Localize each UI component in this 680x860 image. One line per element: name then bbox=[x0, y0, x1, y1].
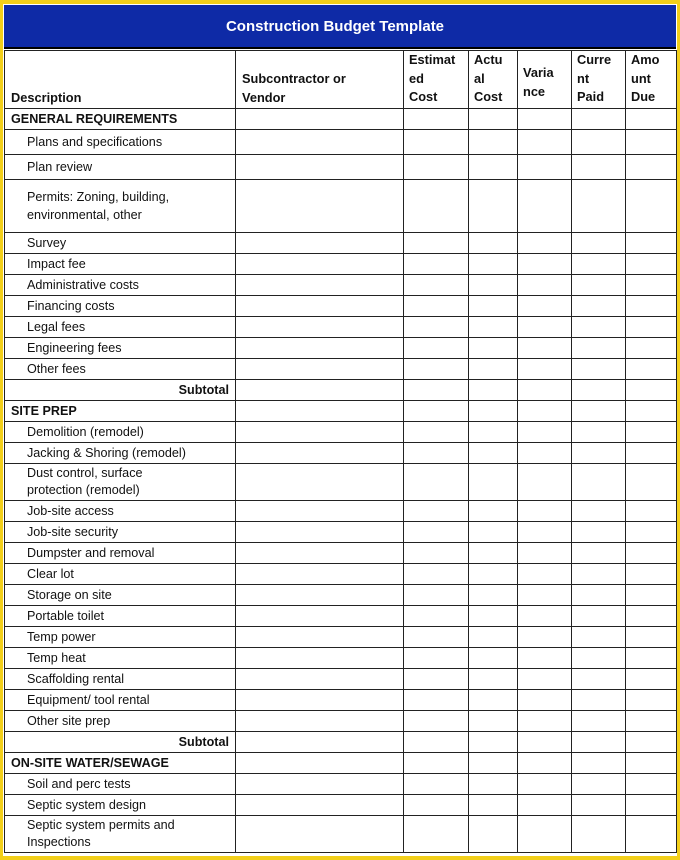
cell-variance[interactable] bbox=[518, 130, 572, 155]
cell-vendor[interactable] bbox=[236, 359, 404, 380]
cell-amount-due[interactable] bbox=[626, 690, 677, 711]
cell-estimated-cost[interactable] bbox=[404, 296, 469, 317]
cell-actual-cost[interactable] bbox=[469, 464, 518, 501]
line-item-row bbox=[5, 130, 677, 155]
cell-actual-cost[interactable] bbox=[469, 443, 518, 464]
sheet-title: Construction Budget Template bbox=[4, 5, 676, 49]
line-item-row bbox=[5, 711, 677, 732]
line-item-description: Plan review bbox=[5, 155, 236, 180]
cell-variance[interactable] bbox=[518, 711, 572, 732]
cell-amount-due[interactable] bbox=[626, 774, 677, 795]
cell-current-paid[interactable] bbox=[572, 233, 626, 254]
section-row bbox=[5, 109, 677, 130]
cell-amount-due[interactable] bbox=[626, 275, 677, 296]
line-item-row bbox=[5, 543, 677, 564]
section-heading: SITE PREP bbox=[5, 401, 236, 422]
cell-vendor[interactable] bbox=[236, 380, 404, 401]
cell-variance[interactable] bbox=[518, 501, 572, 522]
cell-current-paid[interactable] bbox=[572, 443, 626, 464]
cell-vendor[interactable] bbox=[236, 690, 404, 711]
cell-estimated-cost[interactable] bbox=[404, 585, 469, 606]
cell-vendor[interactable] bbox=[236, 109, 404, 130]
cell-estimated-cost[interactable] bbox=[404, 606, 469, 627]
cell-actual-cost[interactable] bbox=[469, 606, 518, 627]
line-item-row bbox=[5, 795, 677, 816]
line-item-description: Temp heat bbox=[5, 648, 236, 669]
line-item-description: Other fees bbox=[5, 359, 236, 380]
section-row bbox=[5, 753, 677, 774]
cell-estimated-cost[interactable] bbox=[404, 338, 469, 359]
line-item-row bbox=[5, 317, 677, 338]
line-item-row bbox=[5, 585, 677, 606]
line-item-row bbox=[5, 275, 677, 296]
cell-actual-cost[interactable] bbox=[469, 338, 518, 359]
line-item-row bbox=[5, 501, 677, 522]
cell-actual-cost[interactable] bbox=[469, 543, 518, 564]
cell-estimated-cost[interactable] bbox=[404, 711, 469, 732]
cell-actual-cost[interactable] bbox=[469, 233, 518, 254]
cell-current-paid[interactable] bbox=[572, 155, 626, 180]
line-item-description: Temp power bbox=[5, 627, 236, 648]
line-item-description: Soil and perc tests bbox=[5, 774, 236, 795]
cell-amount-due[interactable] bbox=[626, 585, 677, 606]
section-heading: ON-SITE WATER/SEWAGE bbox=[5, 753, 236, 774]
line-item-row bbox=[5, 627, 677, 648]
cell-vendor[interactable] bbox=[236, 338, 404, 359]
cell-vendor[interactable] bbox=[236, 543, 404, 564]
line-item-row bbox=[5, 359, 677, 380]
cell-variance[interactable] bbox=[518, 543, 572, 564]
cell-actual-cost[interactable] bbox=[469, 774, 518, 795]
cell-current-paid[interactable] bbox=[572, 180, 626, 233]
line-item-row bbox=[5, 522, 677, 543]
cell-variance[interactable] bbox=[518, 338, 572, 359]
line-item-description: Equipment/ tool rental bbox=[5, 690, 236, 711]
cell-vendor[interactable] bbox=[236, 296, 404, 317]
line-item-row bbox=[5, 774, 677, 795]
cell-variance[interactable] bbox=[518, 296, 572, 317]
cell-estimated-cost[interactable] bbox=[404, 648, 469, 669]
line-item-row bbox=[5, 564, 677, 585]
cell-current-paid[interactable] bbox=[572, 130, 626, 155]
cell-estimated-cost[interactable] bbox=[404, 155, 469, 180]
cell-current-paid[interactable] bbox=[572, 501, 626, 522]
cell-actual-cost[interactable] bbox=[469, 669, 518, 690]
line-item-description: Administrative costs bbox=[5, 275, 236, 296]
line-item-description: Other site prep bbox=[5, 711, 236, 732]
cell-estimated-cost[interactable] bbox=[404, 317, 469, 338]
cell-vendor[interactable] bbox=[236, 180, 404, 233]
cell-vendor[interactable] bbox=[236, 795, 404, 816]
cell-current-paid[interactable] bbox=[572, 254, 626, 275]
cell-amount-due[interactable] bbox=[626, 233, 677, 254]
cell-current-paid[interactable] bbox=[572, 275, 626, 296]
subtotal-label: Subtotal bbox=[5, 380, 236, 401]
column-header-amount-due: Amo unt Due bbox=[626, 51, 677, 109]
cell-vendor[interactable] bbox=[236, 233, 404, 254]
cell-actual-cost[interactable] bbox=[469, 795, 518, 816]
cell-current-paid[interactable] bbox=[572, 753, 626, 774]
cell-current-paid[interactable] bbox=[572, 380, 626, 401]
cell-estimated-cost[interactable] bbox=[404, 422, 469, 443]
cell-estimated-cost[interactable] bbox=[404, 732, 469, 753]
cell-actual-cost[interactable] bbox=[469, 317, 518, 338]
cell-vendor[interactable] bbox=[236, 648, 404, 669]
cell-current-paid[interactable] bbox=[572, 338, 626, 359]
cell-amount-due[interactable] bbox=[626, 109, 677, 130]
cell-amount-due[interactable] bbox=[626, 543, 677, 564]
cell-variance[interactable] bbox=[518, 690, 572, 711]
cell-current-paid[interactable] bbox=[572, 464, 626, 501]
cell-current-paid[interactable] bbox=[572, 522, 626, 543]
cell-variance[interactable] bbox=[518, 155, 572, 180]
line-item-description: Septic system permits and Inspections bbox=[5, 816, 236, 853]
column-header-current-paid: Curre nt Paid bbox=[572, 51, 626, 109]
cell-current-paid[interactable] bbox=[572, 606, 626, 627]
cell-vendor[interactable] bbox=[236, 464, 404, 501]
cell-variance[interactable] bbox=[518, 732, 572, 753]
cell-vendor[interactable] bbox=[236, 627, 404, 648]
cell-variance[interactable] bbox=[518, 317, 572, 338]
line-item-description: Legal fees bbox=[5, 317, 236, 338]
cell-current-paid[interactable] bbox=[572, 359, 626, 380]
cell-variance[interactable] bbox=[518, 669, 572, 690]
cell-estimated-cost[interactable] bbox=[404, 401, 469, 422]
cell-amount-due[interactable] bbox=[626, 130, 677, 155]
cell-current-paid[interactable] bbox=[572, 585, 626, 606]
cell-vendor[interactable] bbox=[236, 130, 404, 155]
cell-variance[interactable] bbox=[518, 380, 572, 401]
cell-current-paid[interactable] bbox=[572, 795, 626, 816]
cell-variance[interactable] bbox=[518, 606, 572, 627]
cell-estimated-cost[interactable] bbox=[404, 464, 469, 501]
cell-actual-cost[interactable] bbox=[469, 275, 518, 296]
line-item-description: Demolition (remodel) bbox=[5, 422, 236, 443]
cell-estimated-cost[interactable] bbox=[404, 233, 469, 254]
cell-actual-cost[interactable] bbox=[469, 155, 518, 180]
cell-variance[interactable] bbox=[518, 522, 572, 543]
cell-actual-cost[interactable] bbox=[469, 648, 518, 669]
cell-current-paid[interactable] bbox=[572, 732, 626, 753]
cell-actual-cost[interactable] bbox=[469, 130, 518, 155]
line-item-row bbox=[5, 254, 677, 275]
cell-vendor[interactable] bbox=[236, 155, 404, 180]
cell-current-paid[interactable] bbox=[572, 543, 626, 564]
column-header-description: Description bbox=[5, 51, 236, 109]
cell-estimated-cost[interactable] bbox=[404, 180, 469, 233]
cell-actual-cost[interactable] bbox=[469, 816, 518, 853]
cell-vendor[interactable] bbox=[236, 275, 404, 296]
line-item-row bbox=[5, 606, 677, 627]
section-heading: GENERAL REQUIREMENTS bbox=[5, 109, 236, 130]
cell-amount-due[interactable] bbox=[626, 254, 677, 275]
line-item-description: Jacking & Shoring (remodel) bbox=[5, 443, 236, 464]
cell-amount-due[interactable] bbox=[626, 816, 677, 853]
cell-amount-due[interactable] bbox=[626, 669, 677, 690]
cell-actual-cost[interactable] bbox=[469, 690, 518, 711]
header-row bbox=[5, 51, 677, 109]
cell-current-paid[interactable] bbox=[572, 774, 626, 795]
cell-variance[interactable] bbox=[518, 422, 572, 443]
cell-variance[interactable] bbox=[518, 774, 572, 795]
line-item-description: Storage on site bbox=[5, 585, 236, 606]
line-item-row bbox=[5, 422, 677, 443]
cell-estimated-cost[interactable] bbox=[404, 380, 469, 401]
cell-actual-cost[interactable] bbox=[469, 522, 518, 543]
cell-variance[interactable] bbox=[518, 585, 572, 606]
cell-vendor[interactable] bbox=[236, 317, 404, 338]
cell-amount-due[interactable] bbox=[626, 711, 677, 732]
cell-variance[interactable] bbox=[518, 816, 572, 853]
cell-vendor[interactable] bbox=[236, 585, 404, 606]
cell-amount-due[interactable] bbox=[626, 627, 677, 648]
cell-amount-due[interactable] bbox=[626, 606, 677, 627]
line-item-description: Engineering fees bbox=[5, 338, 236, 359]
cell-amount-due[interactable] bbox=[626, 501, 677, 522]
line-item-description: Job-site access bbox=[5, 501, 236, 522]
cell-amount-due[interactable] bbox=[626, 359, 677, 380]
cell-variance[interactable] bbox=[518, 795, 572, 816]
cell-amount-due[interactable] bbox=[626, 564, 677, 585]
line-item-description: Septic system design bbox=[5, 795, 236, 816]
line-item-description: Dust control, surface protection (remodel) bbox=[5, 464, 236, 501]
line-item-row bbox=[5, 648, 677, 669]
line-item-row bbox=[5, 464, 677, 501]
subtotal-row bbox=[5, 380, 677, 401]
cell-estimated-cost[interactable] bbox=[404, 443, 469, 464]
line-item-row bbox=[5, 296, 677, 317]
cell-amount-due[interactable] bbox=[626, 380, 677, 401]
cell-current-paid[interactable] bbox=[572, 648, 626, 669]
cell-actual-cost[interactable] bbox=[469, 585, 518, 606]
cell-estimated-cost[interactable] bbox=[404, 359, 469, 380]
cell-amount-due[interactable] bbox=[626, 180, 677, 233]
cell-actual-cost[interactable] bbox=[469, 109, 518, 130]
line-item-description: Dumpster and removal bbox=[5, 543, 236, 564]
cell-amount-due[interactable] bbox=[626, 732, 677, 753]
line-item-description: Scaffolding rental bbox=[5, 669, 236, 690]
line-item-description: Portable toilet bbox=[5, 606, 236, 627]
line-item-row bbox=[5, 233, 677, 254]
cell-amount-due[interactable] bbox=[626, 795, 677, 816]
cell-estimated-cost[interactable] bbox=[404, 690, 469, 711]
cell-actual-cost[interactable] bbox=[469, 627, 518, 648]
cell-estimated-cost[interactable] bbox=[404, 816, 469, 853]
cell-vendor[interactable] bbox=[236, 669, 404, 690]
cell-current-paid[interactable] bbox=[572, 816, 626, 853]
cell-variance[interactable] bbox=[518, 233, 572, 254]
cell-amount-due[interactable] bbox=[626, 317, 677, 338]
cell-current-paid[interactable] bbox=[572, 296, 626, 317]
cell-vendor[interactable] bbox=[236, 774, 404, 795]
cell-current-paid[interactable] bbox=[572, 669, 626, 690]
cell-estimated-cost[interactable] bbox=[404, 130, 469, 155]
budget-table bbox=[4, 50, 677, 853]
cell-actual-cost[interactable] bbox=[469, 422, 518, 443]
cell-amount-due[interactable] bbox=[626, 522, 677, 543]
cell-amount-due[interactable] bbox=[626, 155, 677, 180]
cell-vendor[interactable] bbox=[236, 254, 404, 275]
budget-body bbox=[5, 109, 677, 853]
cell-vendor[interactable] bbox=[236, 443, 404, 464]
cell-vendor[interactable] bbox=[236, 501, 404, 522]
column-header-actual-cost: Actu al Cost bbox=[469, 51, 518, 109]
cell-vendor[interactable] bbox=[236, 564, 404, 585]
cell-estimated-cost[interactable] bbox=[404, 501, 469, 522]
line-item-description: Survey bbox=[5, 233, 236, 254]
cell-current-paid[interactable] bbox=[572, 422, 626, 443]
subtotal-row bbox=[5, 732, 677, 753]
cell-actual-cost[interactable] bbox=[469, 254, 518, 275]
column-header-variance: Varia nce bbox=[518, 51, 572, 109]
cell-amount-due[interactable] bbox=[626, 464, 677, 501]
cell-variance[interactable] bbox=[518, 359, 572, 380]
line-item-description: Financing costs bbox=[5, 296, 236, 317]
cell-variance[interactable] bbox=[518, 753, 572, 774]
cell-vendor[interactable] bbox=[236, 522, 404, 543]
line-item-row bbox=[5, 669, 677, 690]
cell-variance[interactable] bbox=[518, 648, 572, 669]
cell-estimated-cost[interactable] bbox=[404, 627, 469, 648]
cell-vendor[interactable] bbox=[236, 711, 404, 732]
cell-amount-due[interactable] bbox=[626, 443, 677, 464]
cell-estimated-cost[interactable] bbox=[404, 564, 469, 585]
line-item-description: Clear lot bbox=[5, 564, 236, 585]
cell-current-paid[interactable] bbox=[572, 711, 626, 732]
cell-amount-due[interactable] bbox=[626, 338, 677, 359]
cell-amount-due[interactable] bbox=[626, 648, 677, 669]
cell-estimated-cost[interactable] bbox=[404, 109, 469, 130]
cell-vendor[interactable] bbox=[236, 401, 404, 422]
cell-estimated-cost[interactable] bbox=[404, 254, 469, 275]
line-item-row bbox=[5, 690, 677, 711]
cell-variance[interactable] bbox=[518, 254, 572, 275]
cell-estimated-cost[interactable] bbox=[404, 669, 469, 690]
cell-current-paid[interactable] bbox=[572, 109, 626, 130]
line-item-description: Plans and specifications bbox=[5, 130, 236, 155]
cell-estimated-cost[interactable] bbox=[404, 543, 469, 564]
line-item-row bbox=[5, 443, 677, 464]
line-item-row bbox=[5, 180, 677, 233]
cell-actual-cost[interactable] bbox=[469, 753, 518, 774]
cell-estimated-cost[interactable] bbox=[404, 275, 469, 296]
cell-variance[interactable] bbox=[518, 275, 572, 296]
cell-actual-cost[interactable] bbox=[469, 180, 518, 233]
cell-vendor[interactable] bbox=[236, 606, 404, 627]
cell-vendor[interactable] bbox=[236, 753, 404, 774]
cell-actual-cost[interactable] bbox=[469, 401, 518, 422]
cell-amount-due[interactable] bbox=[626, 401, 677, 422]
line-item-row bbox=[5, 155, 677, 180]
column-header-vendor: Subcontractor or Vendor bbox=[236, 51, 404, 109]
cell-variance[interactable] bbox=[518, 109, 572, 130]
cell-current-paid[interactable] bbox=[572, 317, 626, 338]
cell-actual-cost[interactable] bbox=[469, 732, 518, 753]
section-row bbox=[5, 401, 677, 422]
line-item-description: Impact fee bbox=[5, 254, 236, 275]
cell-actual-cost[interactable] bbox=[469, 711, 518, 732]
cell-variance[interactable] bbox=[518, 443, 572, 464]
cell-actual-cost[interactable] bbox=[469, 380, 518, 401]
cell-variance[interactable] bbox=[518, 401, 572, 422]
cell-amount-due[interactable] bbox=[626, 296, 677, 317]
cell-estimated-cost[interactable] bbox=[404, 774, 469, 795]
cell-vendor[interactable] bbox=[236, 732, 404, 753]
cell-estimated-cost[interactable] bbox=[404, 795, 469, 816]
cell-actual-cost[interactable] bbox=[469, 501, 518, 522]
cell-actual-cost[interactable] bbox=[469, 359, 518, 380]
subtotal-label: Subtotal bbox=[5, 732, 236, 753]
cell-estimated-cost[interactable] bbox=[404, 522, 469, 543]
cell-variance[interactable] bbox=[518, 180, 572, 233]
cell-vendor[interactable] bbox=[236, 816, 404, 853]
cell-actual-cost[interactable] bbox=[469, 564, 518, 585]
cell-vendor[interactable] bbox=[236, 422, 404, 443]
budget-sheet bbox=[3, 4, 677, 856]
cell-current-paid[interactable] bbox=[572, 690, 626, 711]
line-item-row bbox=[5, 338, 677, 359]
cell-variance[interactable] bbox=[518, 464, 572, 501]
column-header-estimated-cost: Estimat ed Cost bbox=[404, 51, 469, 109]
cell-amount-due[interactable] bbox=[626, 753, 677, 774]
cell-current-paid[interactable] bbox=[572, 564, 626, 585]
cell-estimated-cost[interactable] bbox=[404, 753, 469, 774]
line-item-row bbox=[5, 816, 677, 853]
cell-variance[interactable] bbox=[518, 627, 572, 648]
cell-amount-due[interactable] bbox=[626, 422, 677, 443]
cell-actual-cost[interactable] bbox=[469, 296, 518, 317]
line-item-description: Job-site security bbox=[5, 522, 236, 543]
cell-variance[interactable] bbox=[518, 564, 572, 585]
line-item-description: Permits: Zoning, building, environmental, other bbox=[5, 180, 236, 233]
cell-current-paid[interactable] bbox=[572, 627, 626, 648]
cell-current-paid[interactable] bbox=[572, 401, 626, 422]
